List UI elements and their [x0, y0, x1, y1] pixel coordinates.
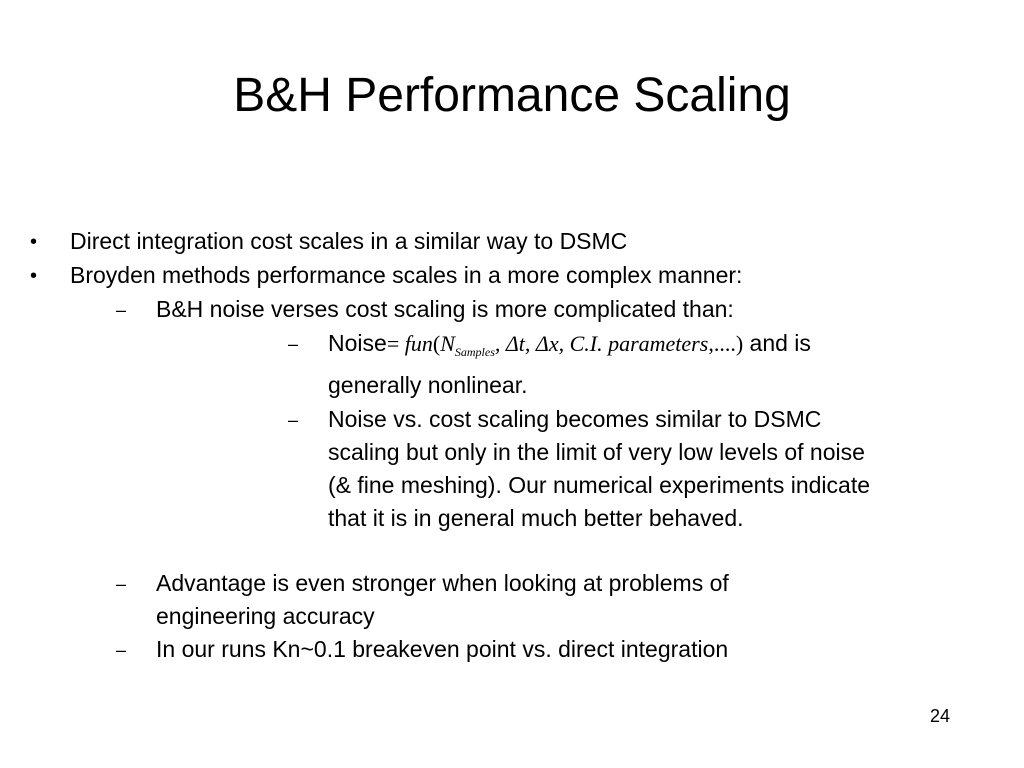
- dash-marker: –: [288, 334, 299, 354]
- sub-item-bh-noise: B&H noise verses cost scaling is more complicated than:: [156, 296, 734, 322]
- runs-item: In our runs Kn~0.1 breakeven point vs. direct integration: [156, 636, 729, 662]
- bullet-marker: •: [30, 231, 38, 253]
- bullet-broyden-methods: Broyden methods performance scales in a more complex manner:: [70, 262, 743, 288]
- advantage-line: Advantage is even stronger when looking at problems of: [156, 570, 729, 596]
- scaling-line: scaling but only in the limit of very low levels of noise: [328, 439, 865, 465]
- dash-marker: –: [288, 410, 299, 430]
- dash-marker: –: [116, 300, 127, 320]
- page-number: 24: [930, 706, 951, 726]
- slide-title: B&H Performance Scaling: [233, 69, 791, 122]
- noise-suffix: and is: [743, 330, 811, 356]
- noise-continuation: generally nonlinear.: [328, 372, 528, 398]
- advantage-line: engineering accuracy: [156, 603, 375, 629]
- dash-marker: –: [116, 574, 127, 594]
- noise-label: Noise: [328, 330, 387, 356]
- scaling-line: that it is in general much better behaved.: [328, 505, 744, 531]
- bullet-marker: •: [30, 265, 38, 287]
- noise-formula-item: [328, 326, 811, 369]
- noise-formula: = $fun(N_{Samples}$, Δt, Δx, C.I. parameters,....): [386, 331, 744, 359]
- scaling-line: (& fine meshing). Our numerical experiments indicate: [328, 472, 871, 498]
- bullet-direct-integration: Direct integration cost scales in a similar way to DSMC: [70, 228, 628, 254]
- dash-marker: –: [116, 640, 127, 660]
- scaling-line: Noise vs. cost scaling becomes similar to DSMC: [328, 406, 822, 432]
